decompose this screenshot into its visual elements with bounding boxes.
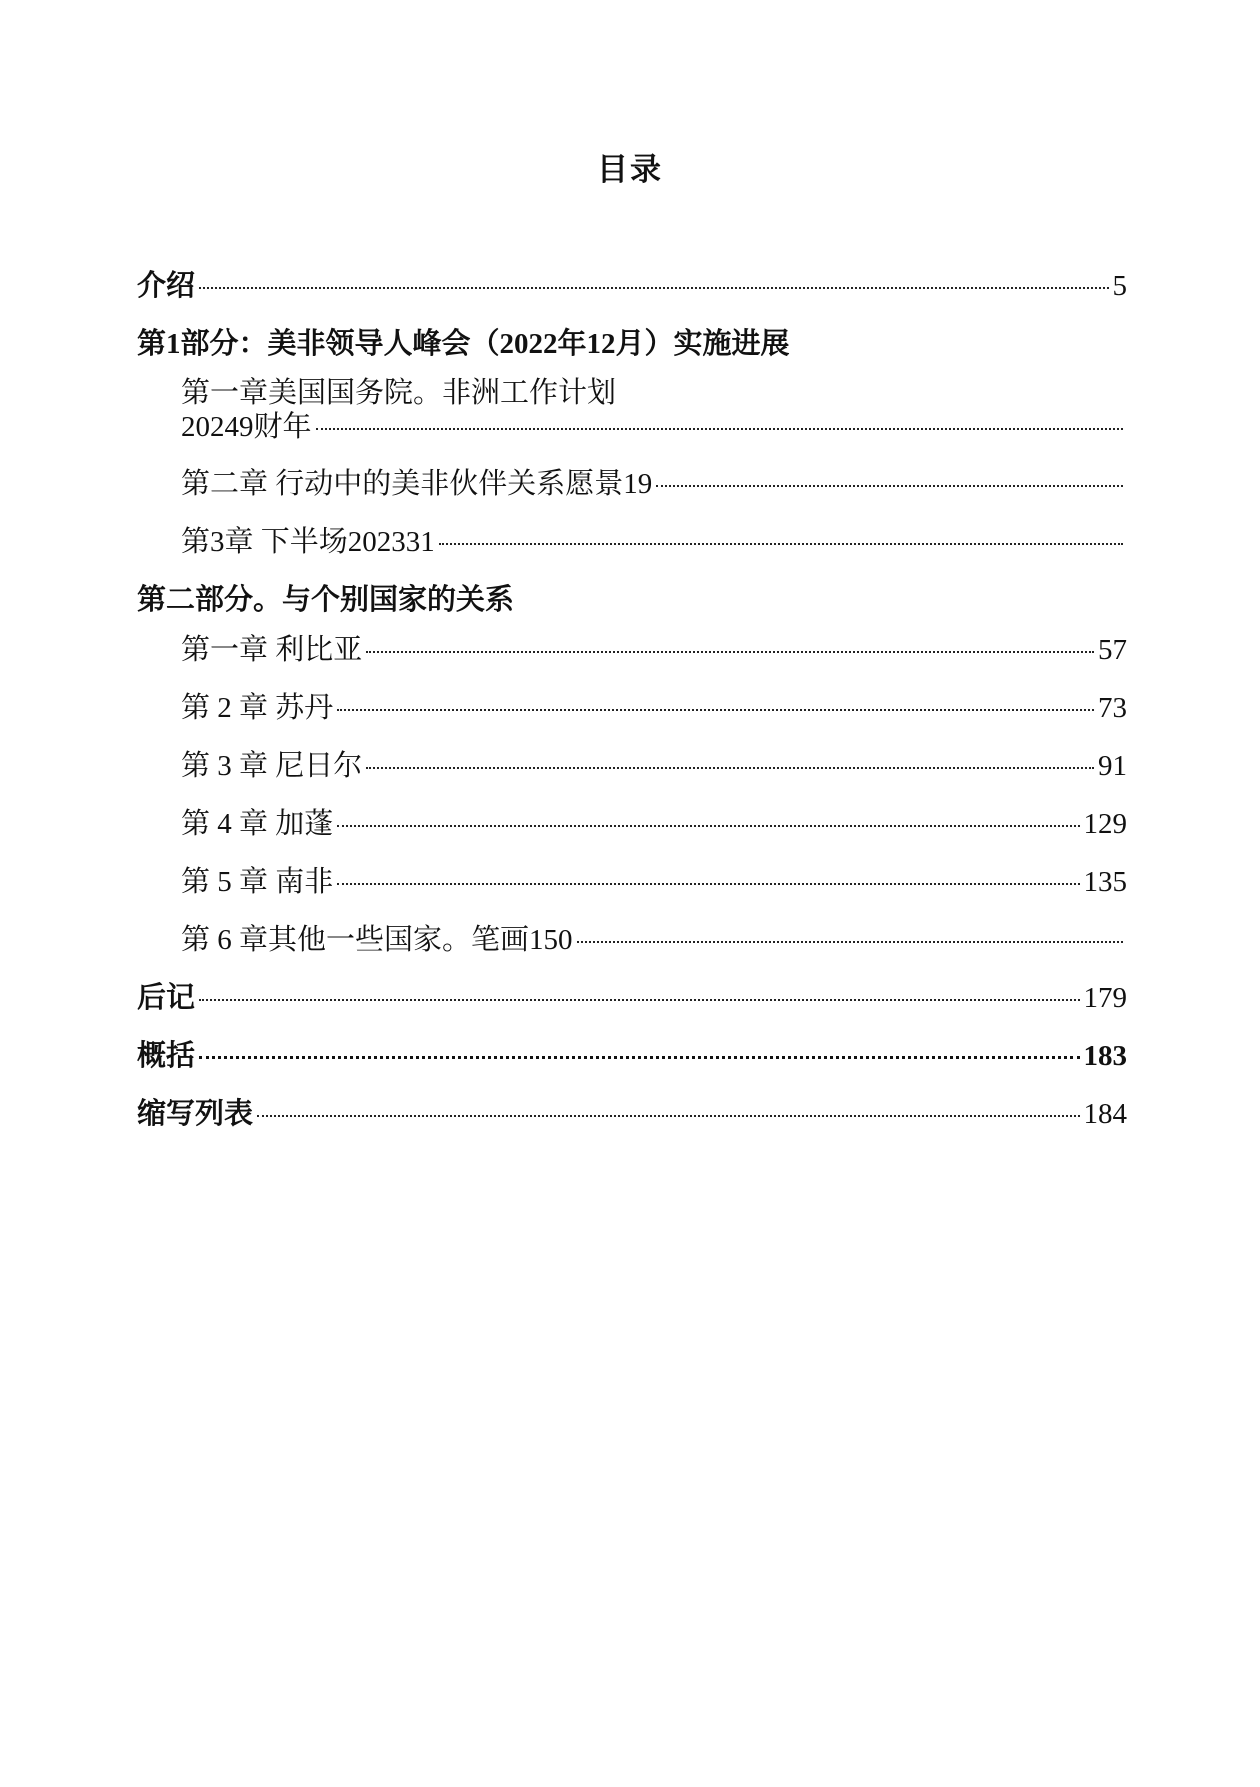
toc-entry-page: 183 [1083, 1040, 1127, 1072]
toc-entry-page: 179 [1083, 982, 1127, 1014]
toc-entry-page: 135 [1083, 866, 1127, 898]
toc-entry-label: 第一章 利比亚 [181, 634, 363, 666]
toc-entry-part2-chapter4[interactable] [137, 806, 1127, 842]
toc-entry-page: 91 [1098, 750, 1127, 782]
dot-leader [366, 767, 1094, 769]
dot-leader [577, 941, 1123, 943]
toc-entry-label: 第二章 行动中的美非伙伴关系愿景19 [181, 468, 653, 500]
toc-entry-page: 57 [1098, 634, 1127, 666]
toc-entry-page: 73 [1098, 692, 1127, 724]
toc-entry-part1-chapter1[interactable] [137, 376, 1127, 444]
toc-part-label: 第1部分：美非领导人峰会（2022年12月）实施进展 [137, 328, 790, 360]
dot-leader [199, 1056, 1079, 1059]
toc-entry-summary[interactable] [137, 1038, 1127, 1074]
toc-entry-label: 概括 [137, 1040, 196, 1072]
toc-entry-label-line1: 第一章美国国务院。非洲工作计划 [181, 377, 617, 409]
toc-entry-part2-chapter3[interactable] [137, 748, 1127, 784]
toc-entry-page: 5 [1112, 270, 1127, 302]
toc-part-label: 第二部分。与个别国家的关系 [137, 584, 515, 616]
toc-entry-part1-chapter2[interactable] [137, 466, 1127, 502]
toc-entry-label: 介绍 [137, 270, 196, 302]
dot-leader [656, 485, 1123, 487]
toc-entry-label: 第 5 章 南非 [181, 866, 334, 898]
toc-entry-page: 184 [1083, 1098, 1127, 1130]
dot-leader [337, 709, 1094, 711]
toc-entry-label-line2: 20249财年 [181, 411, 312, 443]
dot-leader [199, 999, 1079, 1001]
dot-leader [337, 883, 1079, 885]
toc-entry-intro[interactable] [137, 268, 1127, 304]
toc-entry-part2-chapter6[interactable] [137, 922, 1127, 958]
dot-leader [337, 825, 1079, 827]
dot-leader [199, 287, 1108, 289]
toc-entry-part2-chapter1[interactable] [137, 632, 1127, 668]
toc-entry-page: 129 [1083, 808, 1127, 840]
table-of-contents [137, 268, 1127, 1154]
toc-entry-label: 第 2 章 苏丹 [181, 692, 334, 724]
toc-entry-label: 第3章 下半场202331 [181, 526, 435, 558]
toc-part-1-heading [137, 326, 1127, 362]
toc-entry-label: 后记 [137, 982, 196, 1014]
toc-entry-label: 第 3 章 尼日尔 [181, 750, 363, 782]
page-title: 目录 [597, 152, 663, 187]
dot-leader [257, 1115, 1079, 1117]
dot-leader [439, 543, 1123, 545]
toc-entry-label: 缩写列表 [137, 1098, 254, 1130]
toc-part-2-heading [137, 582, 1127, 618]
toc-entry-part2-chapter2[interactable] [137, 690, 1127, 726]
toc-entry-abbreviations[interactable] [137, 1096, 1127, 1132]
dot-leader [366, 651, 1094, 653]
toc-entry-afterword[interactable] [137, 980, 1127, 1016]
toc-entry-part2-chapter5[interactable] [137, 864, 1127, 900]
dot-leader [316, 428, 1123, 430]
toc-entry-part1-chapter3[interactable] [137, 524, 1127, 560]
toc-entry-label: 第 6 章其他一些国家。笔画150 [181, 924, 573, 956]
toc-entry-label: 第 4 章 加蓬 [181, 808, 334, 840]
toc-entry-line2 [181, 410, 1127, 444]
